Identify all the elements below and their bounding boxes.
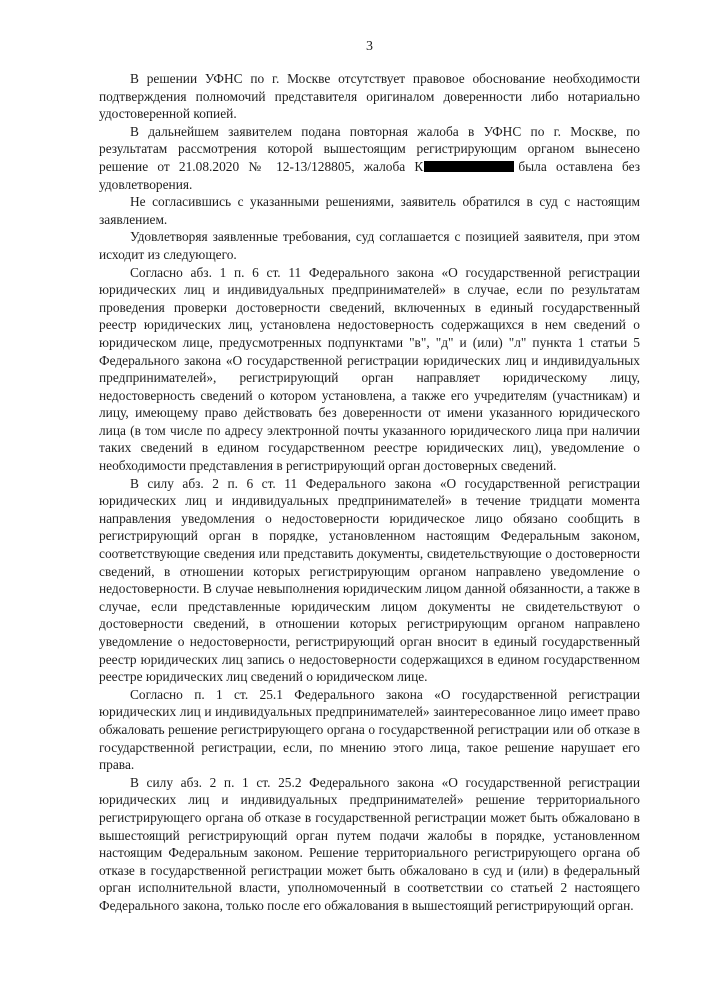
redaction-bar: [424, 161, 514, 172]
document-body: [99, 70, 640, 915]
page-number: 3: [366, 39, 373, 54]
paragraph: Согласно абз. 1 п. 6 ст. 11 Федерального закона «О государственной регистрации юридических лиц и индивидуальных предпринимателей» в случае, если по результатам проведения проверки достоверности сведений, включенных в единый государственный реестр юридических лиц, установлена недостоверность содержащихся в нем сведений о юридическом лице, предусмотренных подпунктами "в", "д" и (или) "л" пункта 1 статьи 5 Федерального закона «О государственной регистрации юридических лиц и индивидуальных предпринимателей», регистрирующий орган направляет юридическому лицу, недостоверность сведений о котором установлена, а также его учредителям (участникам) и лицу, имеющему право действовать без доверенности от имени указанного юридического лица (в том числе по адресу электронной почты указанного юридического лица при наличии таких сведений в едином государственном реестре юридических лиц), уведомление о необходимости представления в регистрирующий орган достоверных сведений.: [99, 264, 640, 474]
paragraph: Удовлетворяя заявленные требования, суд соглашается с позицией заявителя, при этом исходит из следующего.: [99, 229, 640, 262]
paragraph: В силу абз. 2 п. 1 ст. 25.2 Федерального закона «О государственной регистрации юридических лиц и индивидуальных предпринимателей» решение территориального регистрирующего органа об отказе в государственной регистрации может быть обжаловано в вышестоящий регистрирующий орган путем подачи жалобы в порядке, установленном настоящим Федеральным законом. Решение территориального регистрирующего органа об отказе в государственной регистрации может быть обжаловано в суд и (или) в федеральный орган исполнительной власти, уполномоченный в соответствии со статьей 2 настоящего Федерального закона, только после его обжалования в вышестоящий регистрирующий орган.: [99, 774, 640, 913]
paragraph-with-redaction: [99, 123, 640, 193]
paragraph: В силу абз. 2 п. 6 ст. 11 Федерального закона «О государственной регистрации юридических лиц и индивидуальных предпринимателей» в течение тридцати момента направления уведомления о недостоверности юридическое лицо обязано сообщить в регистрирующий орган в порядке, установленном настоящим Федеральным законом, соответствующие сведения или представить документы, свидетельствующие о достоверности сведений, в отношении которых регистрирующим органом направлено уведомление о недостоверности. В случае невыполнения юридическим лицом данной обязанности, а также в случае, если представленные юридическим лицом документы не свидетельствуют о достоверности сведений, в отношении которых регистрирующим органом направлено уведомление о недостоверности, регистрирующий орган вносит в единый государственный реестр юридических лиц запись о недостоверности содержащихся в едином государственном реестре юридических лиц сведений о юридическом лице.: [99, 475, 640, 685]
paragraph: Не согласившись с указанными решениями, заявитель обратился в суд с настоящим заявлением.: [99, 194, 640, 227]
paragraph: В решении УФНС по г. Москве отсутствует правовое обоснование необходимости подтверждения полномочий представителя оригиналом доверенности либо нотариально удостоверенной копией.: [99, 71, 640, 122]
paragraph: Согласно п. 1 ст. 25.1 Федерального закона «О государственной регистрации юридических лиц и индивидуальных предпринимателей» заинтересованное лицо имеет право обжаловать решение регистрирующего органа о государственной регистрации или об отказе в государственной регистрации, если, по мнению этого лица, такое решение нарушает его права.: [99, 686, 640, 773]
paragraph-text: была оставлена без удовлетворения.: [99, 158, 640, 192]
paragraph-text: В дальнейшем заявителем подана повторная жалоба в УФНС по г. Москве, по результатам рассмотрения которой вышестоящим регистрирующим органом вынесено решение от 21.08.2020 № 12-13/128805, жалоба К: [99, 123, 640, 174]
